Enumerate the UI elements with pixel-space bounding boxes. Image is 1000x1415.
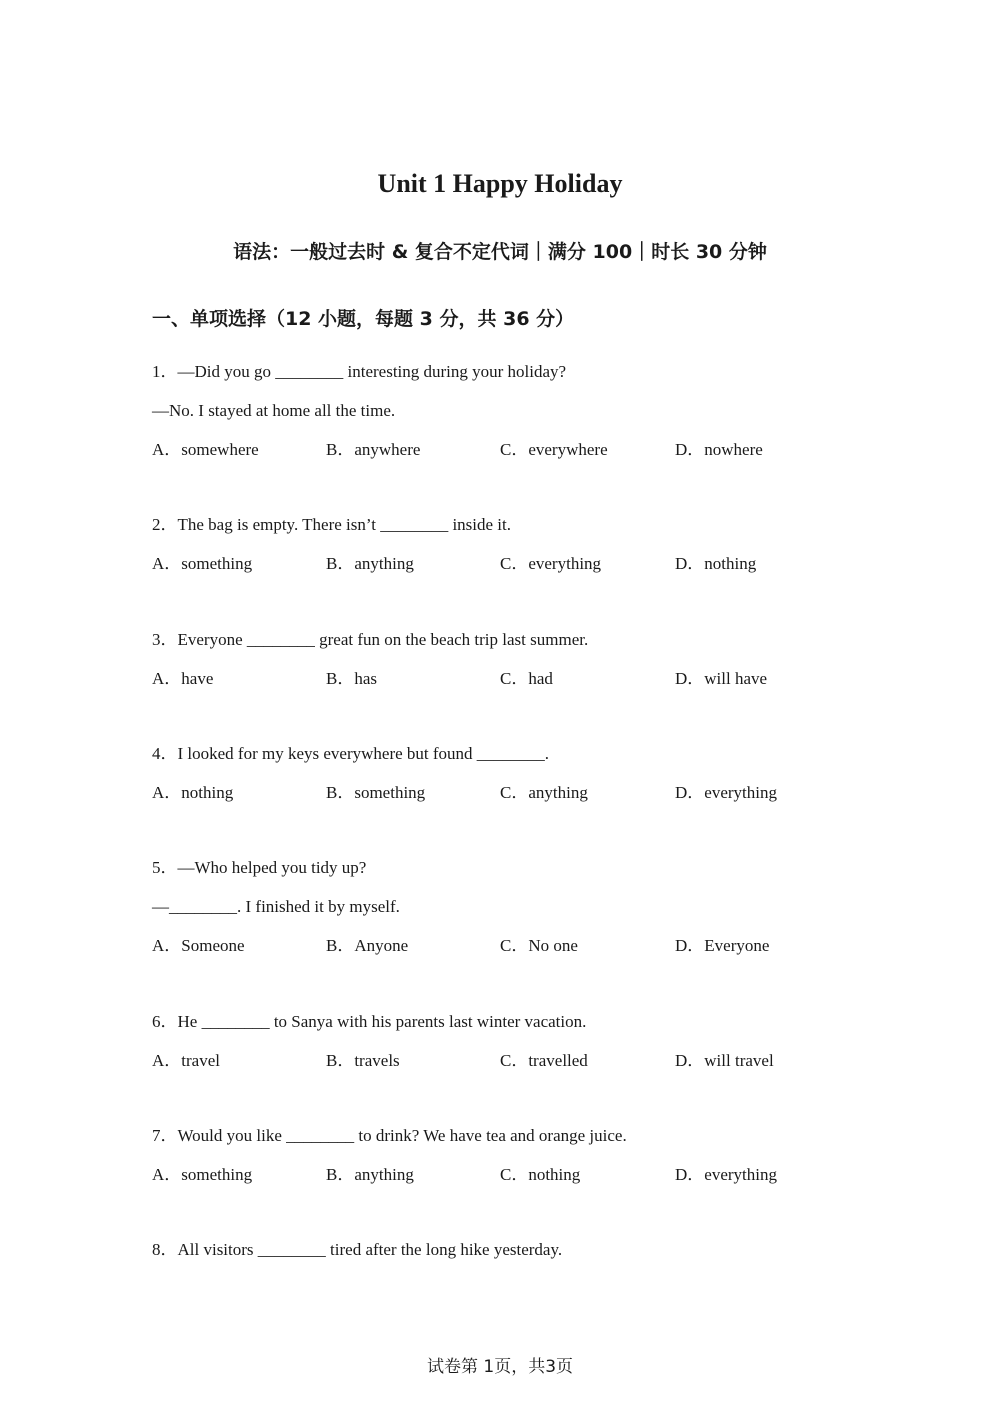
question-4-option-a: A．nothing (152, 783, 234, 802)
question-2-option-a: A．something (152, 554, 253, 573)
question-3-stem: 3．Everyone ________ great fun on the beach trip last summer. (152, 630, 589, 649)
question-7-option-d: D．everything (675, 1165, 777, 1184)
question-1-option-a: A．somewhere (152, 440, 259, 459)
question-5-response: —________. I finished it by myself. (152, 897, 400, 916)
question-6-option-d: D．will travel (675, 1051, 774, 1070)
question-6-option-b: B．travels (326, 1051, 400, 1070)
question-5-option-b: B．Anyone (326, 936, 409, 955)
question-4-option-d: D．everything (675, 783, 777, 802)
question-3-option-d: D．will have (675, 669, 768, 688)
section-heading: 一、单项选择（12 小题，每题 3 分，共 36 分） (152, 308, 575, 330)
question-6-option-c: C．travelled (500, 1051, 588, 1070)
page-footer: 试卷第 1页，共3页 (426, 1357, 574, 1377)
question-7-option-b: B．anything (326, 1165, 414, 1184)
question-1-response: —No. I stayed at home all the time. (152, 401, 396, 420)
question-2-option-d: D．nothing (675, 554, 757, 573)
question-5-option-c: C．No one (500, 936, 578, 955)
question-6-stem: 6．He ________ to Sanya with his parents last winter vacation. (152, 1012, 587, 1031)
question-3-option-b: B．has (326, 669, 377, 688)
question-1-option-c: C．everywhere (500, 440, 608, 459)
question-6-option-a: A．travel (152, 1051, 220, 1070)
question-3-option-c: C．had (500, 669, 553, 688)
question-1-option-b: B．anywhere (326, 440, 421, 459)
question-5-option-a: A．Someone (152, 936, 245, 955)
question-7-option-c: C．nothing (500, 1165, 581, 1184)
question-4-option-c: C．anything (500, 783, 588, 802)
question-1-option-d: D．nowhere (675, 440, 763, 459)
question-2-stem: 2．The bag is empty. There isn’t ________ inside it. (152, 515, 512, 534)
question-7-option-a: A．something (152, 1165, 253, 1184)
question-2-option-c: C．everything (500, 554, 602, 573)
question-8-stem: 8．All visitors ________ tired after the long hike yesterday. (152, 1240, 563, 1259)
question-1-stem: 1．—Did you go ________ interesting during your holiday? (152, 362, 567, 381)
question-5-option-d: D．Everyone (675, 936, 770, 955)
page-subtitle: 语法：一般过去时 & 复合不定代词｜满分 100｜时长 30 分钟 (233, 241, 767, 263)
question-2-option-b: B．anything (326, 554, 414, 573)
page-title: Unit 1 Happy Holiday (377, 169, 623, 198)
question-4-stem: 4．I looked for my keys everywhere but found ________. (152, 744, 550, 763)
question-3-option-a: A．have (152, 669, 214, 688)
question-7-stem: 7．Would you like ________ to drink? We have tea and orange juice. (152, 1126, 627, 1145)
question-5-stem: 5．—Who helped you tidy up? (152, 858, 367, 877)
question-4-option-b: B．something (326, 783, 426, 802)
